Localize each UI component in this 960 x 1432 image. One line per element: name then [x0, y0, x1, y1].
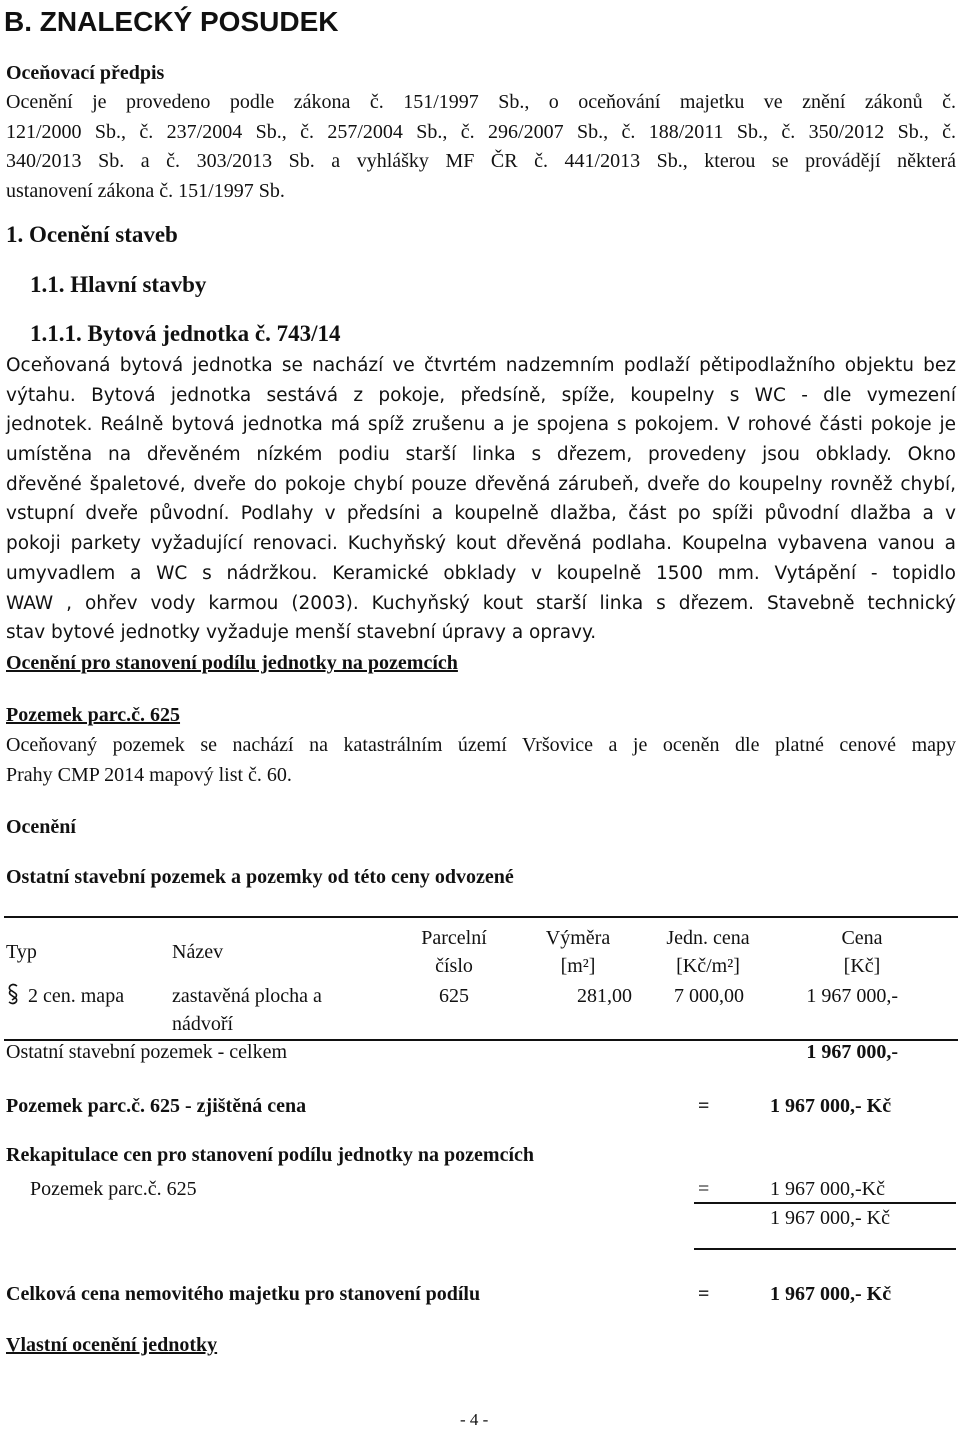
- description-line: Oceňovaná bytová jednotka se nachází ve čtvrtém nadzemním podlaží pětipodlažního objektu bez: [6, 355, 956, 376]
- column-header-name: Název: [172, 941, 224, 963]
- column-header-parcel-line2: číslo: [435, 955, 473, 977]
- row-type-text: 2 cen. mapa: [28, 985, 125, 1007]
- table-top-rule: [4, 916, 958, 918]
- parcel-result-equals: =: [698, 1095, 710, 1117]
- column-header-parcel-line1: Parcelní: [421, 927, 487, 949]
- recap-title: Rekapitulace cen pro stanovení podílu jednotky na pozemcích: [6, 1144, 534, 1166]
- column-header-area-line2: [m²]: [560, 955, 596, 977]
- recap-item-equals: =: [698, 1178, 710, 1200]
- description-line: výtahu. Bytová jednotka sestává z pokoje, předsíně, spíže, koupelny s WC - dle vymezení: [6, 384, 956, 406]
- column-header-area-line1: Výměra: [545, 927, 611, 949]
- row-price: 1 967 000,-: [806, 985, 898, 1007]
- recap-subtotal: 1 967 000,- Kč: [770, 1207, 890, 1229]
- section-title-pricing-regulation: Oceňovací předpis: [6, 62, 165, 84]
- column-header-price-line2: [Kč]: [843, 955, 881, 977]
- description-line: dřevěné špaletové, dveře do pokoje chybí pouze dřevěná zárubeň, dveře do koupelny rovněž chybí,: [6, 473, 956, 495]
- recap-total-rule: [694, 1248, 956, 1250]
- paragraph-sign-icon: [6, 983, 20, 1005]
- page-number: - 4 -: [460, 1410, 489, 1429]
- column-header-type: Typ: [6, 941, 37, 963]
- row-name: [172, 982, 322, 1038]
- description-line: WAW , ohřev vody karmou (2003). Kuchyňský kout starší linka s dřezem. Stavebně technický: [6, 592, 956, 614]
- valuation-title: Ocenění: [6, 816, 76, 838]
- parcel-description-line: Prahy CMP 2014 mapový list č. 60.: [6, 763, 292, 786]
- parcel-result-value: 1 967 000,- Kč: [770, 1095, 892, 1117]
- column-header-price: [792, 924, 932, 980]
- column-header-unit-price-line1: Jedn. cena: [666, 927, 750, 949]
- grand-total-equals: =: [698, 1283, 710, 1305]
- heading-building-valuation: 1. Ocenění staveb: [6, 222, 178, 247]
- document-heading: B. ZNALECKÝ POSUDEK: [4, 6, 339, 37]
- column-header-parcel: [392, 924, 516, 980]
- table-title: Ostatní stavební pozemek a pozemky od této ceny odvozené: [6, 866, 514, 888]
- description-line: umyvadlem a WC s nádržkou. Keramické obklady v koupelně 1500 mm. Vytápění - topidlo: [6, 562, 956, 584]
- grand-total-value: 1 967 000,- Kč: [770, 1283, 892, 1305]
- row-name-line1: zastavěná plocha a: [172, 985, 322, 1007]
- row-parcel-number: 625: [439, 985, 469, 1007]
- row-area: 281,00: [577, 985, 632, 1007]
- paragraph-line: ustanovení zákona č. 151/1997 Sb.: [6, 180, 285, 203]
- column-header-unit-price: [640, 924, 776, 980]
- row-type: [6, 982, 124, 1010]
- description-line: vstupní dveře původní. Podlahy v předsíni a koupelně dlažba, část po spíži původní dlažba a v: [6, 503, 956, 525]
- row-unit-price: 7 000,00: [674, 985, 744, 1007]
- parcel-title: Pozemek parc.č. 625: [6, 704, 181, 726]
- parcel-description-line: Oceňovaný pozemek se nachází na katastrálním území Vršovice a je oceněn dle platné cenové mapy: [6, 734, 956, 756]
- parcel-description: [6, 731, 956, 790]
- pricing-regulation-paragraph: [6, 88, 956, 207]
- paragraph-line: 340/2013 Sb. a č. 303/2013 Sb. a vyhlášky MF ČR č. 441/2013 Sb., kterou se provádějí některá: [6, 150, 956, 173]
- column-header-area: [522, 924, 634, 980]
- row-name-line2: nádvoří: [172, 1013, 234, 1035]
- table-total-value: 1 967 000,-: [806, 1041, 898, 1063]
- parcel-result-label: Pozemek parc.č. 625 - zjištěná cena: [6, 1095, 307, 1117]
- column-header-unit-price-line2: [Kč/m²]: [676, 955, 740, 977]
- recap-item-label: Pozemek parc.č. 625: [30, 1178, 197, 1200]
- apartment-description: [6, 351, 956, 648]
- section-title-land-share: Ocenění pro stanovení podílu jednotky na pozemcích: [6, 652, 458, 674]
- description-line: jednotek. Reálně bytová jednotka má spíž zrušenu a je spojena s pokojem. V rohové části pokoje je: [6, 414, 956, 436]
- recap-item-value: 1 967 000,-Kč: [770, 1178, 885, 1200]
- heading-apartment-unit: 1.1.1. Bytová jednotka č. 743/14: [30, 321, 341, 346]
- paragraph-line: Ocenění je provedeno podle zákona č. 151/1997 Sb., o oceňování majetku ve znění zákonů č.: [6, 91, 956, 113]
- column-header-price-line1: Cena: [841, 927, 883, 949]
- paragraph-line: 121/2000 Sb., č. 237/2004 Sb., č. 257/2004 Sb., č. 296/2007 Sb., č. 188/2011 Sb., č. 350/2012 Sb., č.: [6, 120, 956, 143]
- description-line: stav bytové jednotky vyžaduje menší stavební úpravy a opravy.: [6, 622, 597, 644]
- grand-total-label: Celková cena nemovitého majetku pro stanovení podílu: [6, 1283, 481, 1305]
- description-line: umístěna na dřevěném nízkém podiu starší linka s dřezem, provedeny jsou obklady. Okno: [6, 444, 956, 466]
- table-total-label: Ostatní stavební pozemek - celkem: [6, 1041, 288, 1063]
- heading-main-buildings: 1.1. Hlavní stavby: [30, 272, 207, 297]
- own-valuation-heading: Vlastní ocenění jednotky: [6, 1334, 218, 1356]
- description-line: pokoji parkety vyžadující renovaci. Kuchyňský kout dřevěná podlaha. Koupelna vybavena vanou a: [6, 533, 956, 555]
